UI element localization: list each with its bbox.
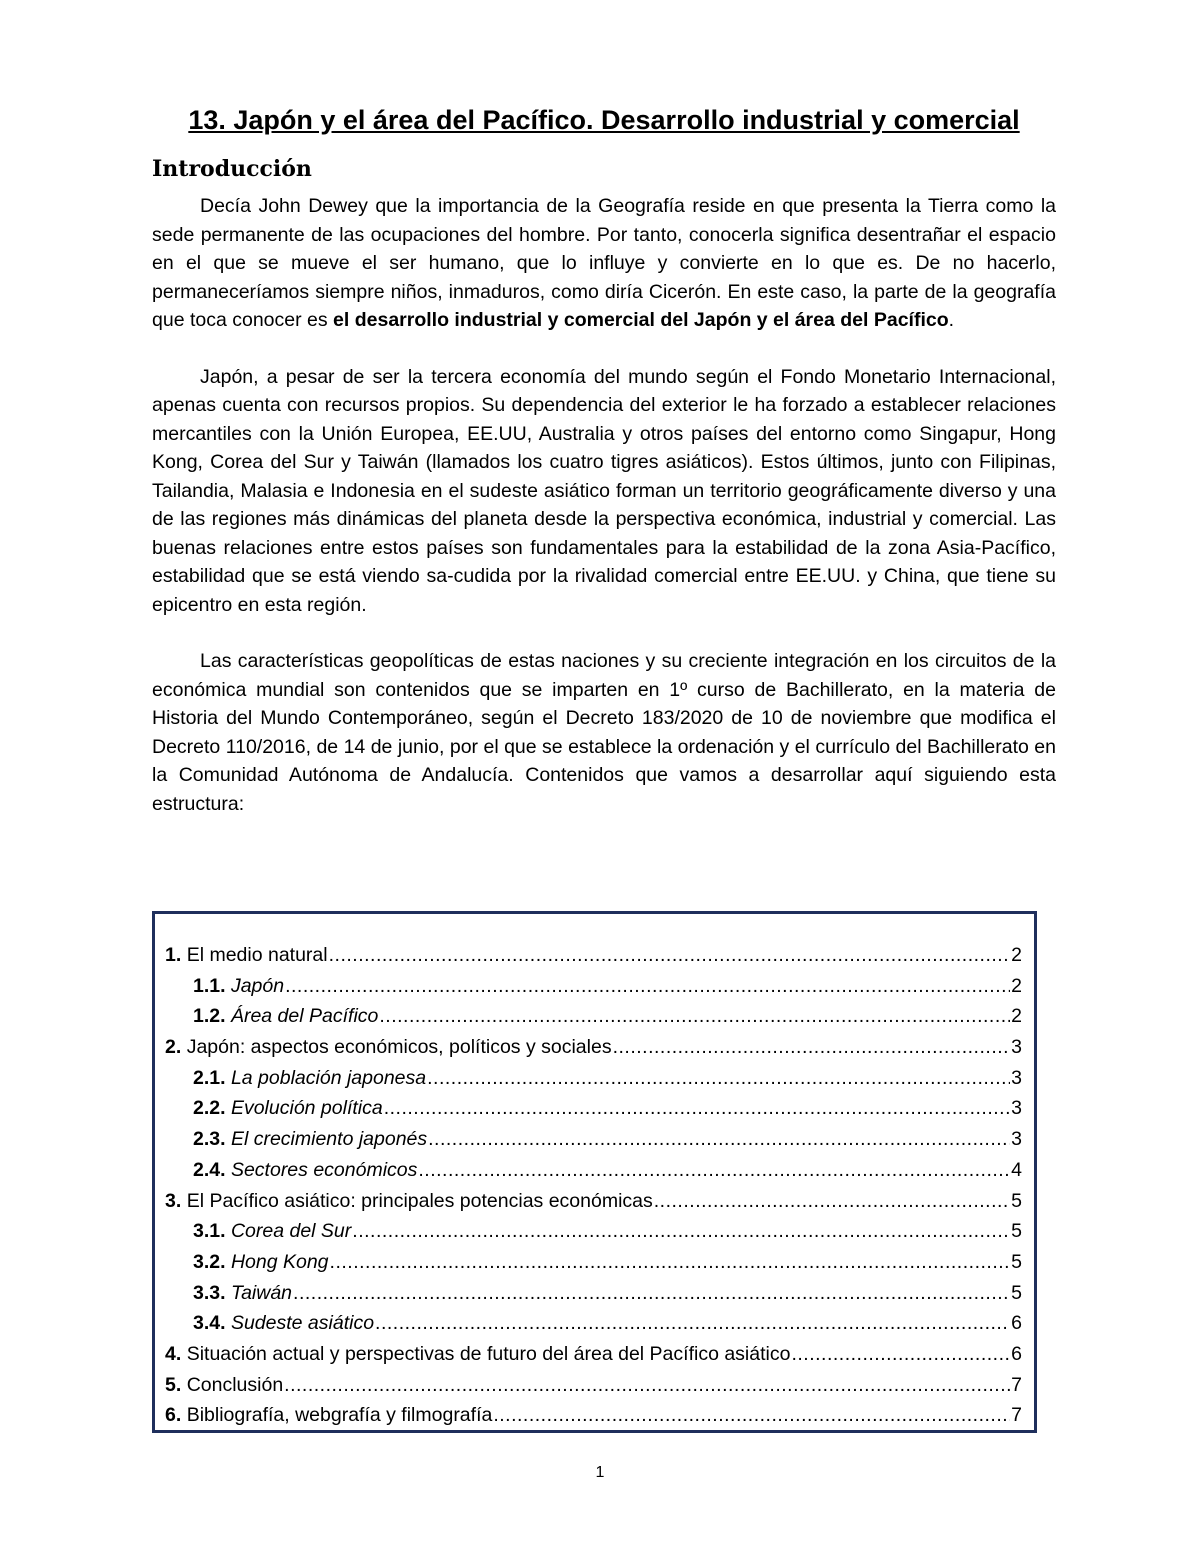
- toc-leader-dots: [428, 1128, 1010, 1151]
- toc-entry-page: 3: [1011, 1128, 1022, 1151]
- toc-entry-page: 5: [1011, 1281, 1022, 1304]
- toc-entry[interactable]: [165, 1036, 1022, 1067]
- toc-entry-label: [165, 1343, 790, 1366]
- toc-entry-label: [193, 1282, 292, 1305]
- toc-entry-text: Japón: [230, 974, 285, 997]
- toc-entry[interactable]: [165, 1282, 1022, 1313]
- toc-entry-number: 1.1.: [193, 974, 226, 997]
- toc-entry-text: Corea del Sur: [230, 1220, 352, 1243]
- toc-entry-label: [193, 1097, 383, 1120]
- toc-entry-page: 6: [1011, 1312, 1022, 1335]
- toc-entry-number: 2.: [165, 1036, 182, 1059]
- toc-entry-number: 3.1.: [193, 1220, 226, 1243]
- toc-entry-text: Situación actual y perspectivas de futuro del área del Pacífico asiático: [186, 1342, 791, 1365]
- toc-entry-number: 6.: [165, 1404, 182, 1427]
- toc-entry[interactable]: [165, 1005, 1022, 1036]
- toc-entry-text: El crecimiento japonés: [230, 1128, 428, 1151]
- toc-entry[interactable]: [165, 1190, 1022, 1221]
- toc-entry-page: 2: [1011, 944, 1022, 966]
- toc-leader-dots: [285, 975, 1010, 998]
- toc-entry-text: El Pacífico asiático: principales potencias económicas: [186, 1189, 653, 1212]
- page-number: 1: [595, 1464, 605, 1481]
- toc-entry-page: 6: [1011, 1342, 1022, 1365]
- toc-entry-page: 3: [1011, 1097, 1022, 1120]
- toc-entry-number: 1.2.: [193, 1005, 226, 1028]
- toc-leader-dots: [418, 1159, 1010, 1182]
- toc-entry-number: 2.3.: [193, 1128, 226, 1151]
- toc-entry[interactable]: [165, 1404, 1022, 1435]
- paragraph-3: Las características geopolíticas de estas naciones y su creciente integración en los circuitos de la económica mundial son contenidos que se imparten en 1º curso de Bachillerato, en la materia de Historia del Mundo Contemporáneo, según el Decreto 183/2020 de 10 de noviembre que modifica el Decreto 110/2016, de 14 de junio, por el que se establece la ordenación y el currículo del Bachillerato en la Comunidad Autónoma de Andalucía. Contenidos que vamos a desarrollar aquí siguiendo esta estructura:: [152, 650, 1056, 815]
- paragraph-1: [152, 192, 1056, 335]
- toc-entry-page: 7: [1011, 1373, 1022, 1396]
- toc-leader-dots: [654, 1190, 1010, 1213]
- toc-leader-dots: [379, 1005, 1010, 1028]
- toc-entry-page: 7: [1011, 1404, 1022, 1427]
- paragraph-1-bold: el desarrollo industrial y comercial del Japón y el área del Pacífico: [333, 309, 949, 331]
- toc-entry-label: [193, 1220, 351, 1243]
- toc-entry[interactable]: [165, 1220, 1022, 1251]
- paragraph-2: Japón, a pesar de ser la tercera economía del mundo según el Fondo Monetario Internacional, apenas cuenta con recursos propios. Su dependencia del exterior le ha forzado a establecer relaciones mercantiles con la Unión Europea, EE.UU, Australia y otros países del entorno como Singapur, Hong Kong, Corea del Sur y Taiwán (llamados los cuatro tigres asiáticos). Estos últimos, junto con Filipinas, Tailandia, Malasia e Indonesia en el sudeste asiático forman un territorio geográficamente diverso y una de las regiones más dinámicas del planeta desde la perspectiva económica, industrial y comercial. Las buenas relaciones entre estos países son fundamentales para la estabilidad de la zona Asia-Pacífico, estabilidad que se está viendo sa-cudida por la rivalidad comercial entre EE.UU. y China, que tiene su epicentro en esta región.: [152, 365, 1056, 616]
- toc-entry-page: 5: [1011, 1220, 1022, 1243]
- toc-entry-text: Evolución política: [230, 1097, 383, 1120]
- toc-entry-label: [193, 1159, 417, 1182]
- toc-entry-page: 2: [1011, 1005, 1022, 1028]
- toc-entry-label: [193, 1251, 329, 1274]
- toc-entry-number: 3.4.: [193, 1312, 226, 1335]
- toc-entry-text: Bibliografía, webgrafía y filmografía: [186, 1404, 493, 1427]
- toc-entry-label: [165, 1190, 653, 1213]
- toc-entry-text: Sectores económicos: [230, 1158, 418, 1181]
- toc-entry[interactable]: [165, 1097, 1022, 1128]
- toc-leader-dots: [613, 1036, 1011, 1059]
- toc-entry[interactable]: [165, 1343, 1022, 1374]
- toc-entry-page: 5: [1011, 1189, 1022, 1212]
- toc-entry-text: Taiwán: [230, 1281, 293, 1304]
- toc-leader-dots: [352, 1220, 1010, 1243]
- toc-entry-label: [193, 1128, 427, 1151]
- toc-entry[interactable]: [165, 944, 1022, 975]
- toc-leader-dots: [293, 1282, 1010, 1305]
- toc-entry-label: [165, 1374, 283, 1397]
- toc-leader-dots: [791, 1343, 1010, 1366]
- toc-entry[interactable]: [165, 1159, 1022, 1190]
- toc-entry-text: Hong Kong: [230, 1250, 329, 1273]
- toc-entry-text: Sudeste asiático: [230, 1312, 375, 1335]
- toc-entry[interactable]: [165, 1374, 1022, 1405]
- toc-entry-number: 2.1.: [193, 1066, 226, 1089]
- toc-leader-dots: [329, 944, 1011, 967]
- toc-entry[interactable]: [165, 1128, 1022, 1159]
- toc-entry-page: 2: [1011, 974, 1022, 997]
- toc-entry-number: 3.3.: [193, 1281, 226, 1304]
- toc-entry-page: 3: [1011, 1036, 1022, 1059]
- toc-entry-number: 3.: [165, 1189, 182, 1212]
- toc-leader-dots: [427, 1067, 1010, 1090]
- toc-entry-number: 2.2.: [193, 1097, 226, 1120]
- toc-entry-page: 4: [1011, 1158, 1022, 1181]
- toc-entry-number: 5.: [165, 1373, 182, 1396]
- toc-entry-label: [165, 1036, 612, 1059]
- toc-entry-text: Conclusión: [186, 1373, 284, 1396]
- paragraph-1-text: Decía John Dewey que la importancia de la Geografía reside en que presenta la Tierra como la sede permanente de las ocupaciones del hombre. Por tanto, conocerla significa desentrañar el espacio en el que se mueve el ser humano, que lo influye y convierte en lo que es. De no hacerlo, permaneceríamos siempre niños, inmaduros, como diría Cicerón. En este caso, la parte de la geografía que toca conocer es: [152, 195, 1056, 331]
- toc-leader-dots: [330, 1251, 1011, 1274]
- toc-entry[interactable]: [165, 1251, 1022, 1282]
- document-title: 13. Japón y el área del Pacífico. Desarrollo industrial y comercial: [188, 105, 1020, 135]
- toc-leader-dots: [375, 1312, 1010, 1335]
- toc-entry-label: [193, 1067, 426, 1090]
- toc-entry-label: [165, 1404, 492, 1427]
- paragraph-1-end: .: [948, 309, 955, 331]
- toc-leader-dots: [384, 1097, 1010, 1120]
- toc-entry-number: 2.4.: [193, 1158, 226, 1181]
- toc-entry-label: [165, 944, 328, 967]
- toc-entry[interactable]: [165, 1067, 1022, 1098]
- toc-entry-page: 3: [1011, 1066, 1022, 1089]
- toc-entry-page: 5: [1011, 1250, 1022, 1273]
- document-body: [152, 98, 1056, 818]
- toc-entry-text: Japón: aspectos económicos, políticos y sociales: [186, 1036, 612, 1059]
- section-heading-introduccion: Introducción: [152, 156, 312, 182]
- toc-entry-text: Área del Pacífico: [230, 1005, 379, 1028]
- toc-entry[interactable]: [165, 975, 1022, 1006]
- toc-entry-text: El medio natural: [186, 944, 328, 966]
- toc-leader-dots: [284, 1374, 1010, 1397]
- toc-entry-number: 1.: [165, 944, 182, 966]
- toc-entry-label: [193, 1312, 374, 1335]
- toc-entry-number: 4.: [165, 1342, 182, 1365]
- table-of-contents: [152, 911, 1037, 1433]
- toc-entry[interactable]: [165, 1312, 1022, 1343]
- toc-entry-label: [193, 975, 284, 998]
- toc-entry-number: 3.2.: [193, 1250, 226, 1273]
- toc-entry-label: [193, 1005, 378, 1028]
- toc-entry-text: La población japonesa: [230, 1066, 427, 1089]
- toc-leader-dots: [493, 1404, 1010, 1427]
